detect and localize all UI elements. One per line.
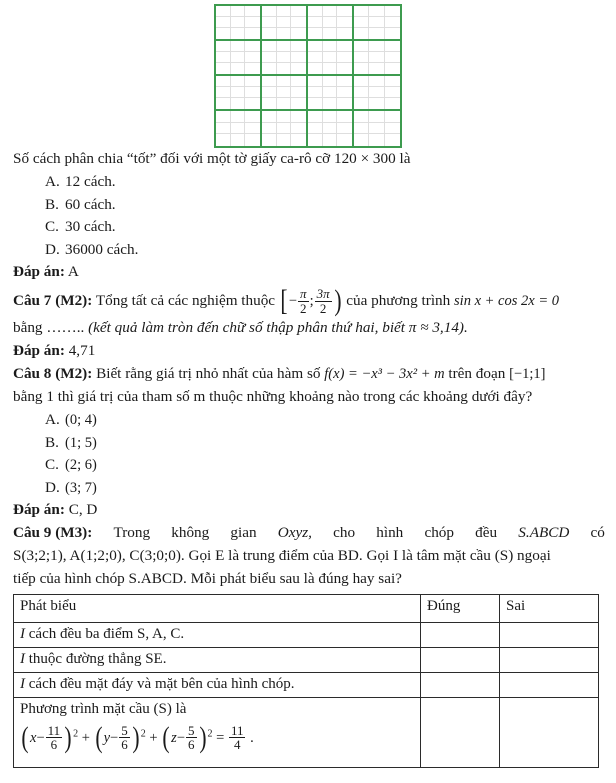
grid-minor-cell (231, 134, 246, 146)
statement-3-var: I (20, 676, 25, 693)
grid-minor-cell (216, 134, 231, 146)
statement-2-var: I (20, 651, 25, 668)
grid-minor-cell (369, 28, 384, 39)
grid-minor-cell (291, 76, 306, 87)
grid-minor-cell (262, 123, 277, 135)
eq-rhs-frac (229, 724, 246, 752)
q8-option-b (13, 432, 606, 454)
grid-minor-cell (231, 17, 246, 28)
graph-paper-grid (214, 4, 402, 148)
grid-major-cell (308, 111, 354, 146)
grid-minor-cell (354, 134, 369, 146)
grid-minor-cell (385, 123, 400, 135)
grid-minor-cell (291, 123, 306, 135)
q6-answer-value: A (67, 263, 79, 281)
grid-minor-cell (369, 111, 384, 123)
statement-3-text: cách đều mặt đáy và mặt bên của hình chóp. (25, 676, 295, 693)
grid-minor-cell (216, 98, 231, 109)
grid-minor-cell (323, 98, 338, 109)
q6-option-a-letter: A. (45, 173, 60, 191)
table-header-dung: Đúng (421, 595, 500, 623)
q6-option-c-letter: C. (45, 218, 59, 236)
grid-minor-cell (354, 63, 369, 74)
grid-minor-cell (277, 6, 292, 17)
grid-major-cell (354, 41, 400, 76)
grid-minor-cell (245, 41, 260, 52)
grid-minor-cell (308, 76, 323, 87)
grid-minor-cell (337, 134, 352, 146)
grid-minor-cell (354, 76, 369, 87)
grid-minor-cell (385, 41, 400, 52)
statement-cell-3 (14, 673, 421, 698)
dung-checkbox-cell-4[interactable] (421, 698, 500, 768)
table-header-statement: Phát biểu (14, 595, 421, 623)
q8-option-d-text: (3; 7) (65, 479, 97, 496)
eq-open-paren-2: ( (162, 720, 170, 754)
q8-answer-label: Đáp án: (13, 501, 65, 519)
grid-minor-cell (245, 111, 260, 123)
sai-checkbox-cell-2[interactable] (500, 648, 599, 673)
grid-minor-cell (291, 6, 306, 17)
grid-major-cell (354, 76, 400, 111)
document-body (0, 148, 616, 768)
eq-open-paren-1: ( (94, 720, 103, 754)
eq-frac-1 (119, 724, 130, 752)
eq-var-x: x (30, 730, 37, 747)
grid-minor-cell (308, 41, 323, 52)
grid-minor-cell (245, 87, 260, 98)
grid-minor-cell (385, 6, 400, 17)
q6-option-d-text: 36000 cách. (65, 240, 139, 258)
grid-minor-cell (369, 52, 384, 63)
q6-option-c (13, 216, 606, 238)
eq-frac-num-1: 5 (121, 723, 128, 739)
q6-stem: Số cách phân chia “tốt” đối với một tờ giấy ca-rô cỡ 120 × 300 là (13, 150, 411, 167)
q8-option-a-text: (0; 4) (65, 412, 97, 428)
grid-minor-cell (262, 41, 277, 52)
eq-var-y: y (103, 730, 111, 747)
q8-option-c-text: (2; 6) (65, 457, 97, 474)
statements-table (13, 594, 599, 768)
grid-major-cell (354, 111, 400, 146)
grid-minor-cell (216, 87, 231, 98)
q7-text-mid: của phương trình (346, 292, 451, 310)
grid-minor-cell (369, 6, 384, 17)
grid-minor-cell (308, 6, 323, 17)
grid-minor-cell (291, 52, 306, 63)
q7-head: Câu 7 (M2): (13, 292, 93, 310)
grid-minor-cell (291, 41, 306, 52)
statement-cell-1 (14, 623, 421, 648)
table-row (14, 698, 599, 768)
eq-frac-2 (186, 724, 197, 752)
grid-minor-cell (245, 6, 260, 17)
grid-minor-cell (231, 123, 246, 135)
grid-minor-cell (354, 28, 369, 39)
grid-major-cell (354, 6, 400, 41)
grid-minor-cell (337, 98, 352, 109)
q6-option-b-letter: B. (45, 195, 59, 213)
q7-left-num: π (300, 286, 307, 302)
eq-minus-2: − (176, 730, 185, 747)
eq-frac-den-2: 6 (188, 737, 195, 753)
grid-minor-cell (308, 52, 323, 63)
grid-minor-cell (262, 134, 277, 146)
eq-frac-num-0: 11 (47, 723, 61, 739)
statement-cell-4 (14, 698, 421, 768)
grid-minor-cell (385, 76, 400, 87)
q8-option-b-letter: B. (45, 433, 59, 451)
grid-minor-cell (385, 87, 400, 98)
grid-minor-cell (308, 63, 323, 74)
grid-minor-cell (354, 123, 369, 135)
grid-minor-cell (262, 28, 277, 39)
eq-minus-1: − (110, 730, 119, 747)
grid-minor-cell (277, 76, 292, 87)
grid-minor-cell (337, 17, 352, 28)
grid-minor-cell (277, 52, 292, 63)
grid-minor-cell (337, 63, 352, 74)
sphere-equation (20, 720, 415, 754)
q7-stem-line2 (13, 317, 606, 339)
q7-interval-left-sign: − (288, 293, 298, 310)
statement-1-var: I (20, 626, 25, 643)
sai-checkbox-cell-1[interactable] (500, 623, 599, 648)
grid-minor-cell (231, 111, 246, 123)
statement-1-text: cách đều ba điểm S, A, C. (25, 626, 185, 643)
grid-minor-cell (245, 17, 260, 28)
grid-minor-cell (277, 87, 292, 98)
eq-frac-num-2: 5 (188, 723, 195, 739)
eq-exponent-0: 2 (73, 728, 79, 740)
grid-minor-cell (277, 17, 292, 28)
q6-answer-label: Đáp án: (13, 263, 65, 281)
grid-minor-cell (262, 87, 277, 98)
grid-minor-cell (323, 17, 338, 28)
grid-minor-cell (369, 63, 384, 74)
q9-word-9: có (590, 524, 605, 542)
q7-interval-right-frac (315, 287, 332, 315)
grid-major-cell (216, 6, 262, 41)
grid-minor-cell (231, 63, 246, 74)
eq-open-paren-0: ( (21, 720, 29, 754)
grid-minor-cell (337, 87, 352, 98)
q7-interval-open: [ (280, 283, 288, 317)
q6-option-b-text: 60 cách. (65, 195, 116, 213)
sai-checkbox-cell-3[interactable] (500, 673, 599, 698)
q7-line2-note: (kết quả làm tròn đến chữ số thập phân thứ hai, biết π ≈ 3,14). (88, 318, 468, 336)
q9-word-7: đều (475, 524, 498, 542)
grid-major-cell (216, 111, 262, 146)
q8-answer-value: C, D (68, 501, 98, 519)
grid-minor-cell (354, 98, 369, 109)
q9-word-1: không (171, 524, 210, 542)
q8-stem-line2: bằng 1 thì giá trị của tham số m thuộc những khoảng nào trong các khoảng dưới đây? (13, 387, 533, 405)
eq-close-paren-1: ) (132, 720, 140, 754)
q8-option-a-letter: A. (45, 411, 60, 428)
grid-minor-cell (337, 41, 352, 52)
grid-minor-cell (245, 63, 260, 74)
q7-text-before: Tổng tất cả các nghiệm thuộc (95, 292, 276, 310)
dung-checkbox-cell-1[interactable] (421, 623, 500, 648)
grid-minor-cell (216, 111, 231, 123)
q7-answer-value: 4,71 (68, 341, 96, 359)
grid-minor-cell (245, 123, 260, 135)
grid-minor-cell (354, 17, 369, 28)
q8-answer (13, 499, 606, 521)
q8-option-d (13, 477, 606, 499)
q9-stem-line3: tiếp của hình chóp S.ABCD. Mỗi phát biểu sau là đúng hay sai? (13, 570, 402, 588)
q7-answer-label: Đáp án: (13, 341, 65, 359)
q7-left-den: 2 (300, 300, 307, 316)
grid-minor-cell (291, 111, 306, 123)
q9-word-5: hình (376, 524, 404, 542)
grid-minor-cell (262, 111, 277, 123)
grid-minor-cell (308, 111, 323, 123)
q6-option-a (13, 171, 606, 193)
grid-minor-cell (369, 134, 384, 146)
grid-minor-cell (245, 52, 260, 63)
q8-option-c-letter: C. (45, 456, 59, 474)
eq-frac-den-1: 6 (121, 737, 128, 753)
grid-minor-cell (369, 76, 384, 87)
grid-major-cell (262, 6, 308, 41)
grid-minor-cell (337, 76, 352, 87)
eq-rhs-den: 4 (233, 737, 241, 753)
grid-minor-cell (385, 63, 400, 74)
grid-major-cell (308, 41, 354, 76)
q8-option-d-letter: D. (45, 478, 60, 496)
q8-option-b-text: (1; 5) (65, 434, 97, 451)
grid-minor-cell (277, 63, 292, 74)
eq-exponent-2: 2 (207, 728, 213, 740)
grid-minor-cell (262, 52, 277, 63)
q6-option-c-text: 30 cách. (65, 218, 116, 236)
grid-major-cell (308, 6, 354, 41)
grid-minor-cell (323, 134, 338, 146)
grid-minor-cell (308, 98, 323, 109)
q9-word-6: chóp (424, 524, 454, 542)
grid-minor-cell (277, 123, 292, 135)
grid-minor-cell (323, 63, 338, 74)
grid-minor-cell (291, 87, 306, 98)
grid-minor-cell (354, 41, 369, 52)
grid-major-cell (262, 111, 308, 146)
grid-minor-cell (231, 98, 246, 109)
eq-frac-den-0: 6 (50, 737, 58, 753)
statement-cell-2 (14, 648, 421, 673)
grid-minor-cell (385, 28, 400, 39)
q8-option-a (13, 409, 606, 431)
q6-option-d-letter: D. (45, 240, 60, 258)
q7-answer (13, 340, 606, 362)
grid-minor-cell (354, 111, 369, 123)
grid-minor-cell (337, 123, 352, 135)
grid-minor-cell (216, 17, 231, 28)
grid-minor-cell (323, 28, 338, 39)
grid-minor-cell (337, 111, 352, 123)
grid-minor-cell (277, 41, 292, 52)
grid-minor-cell (245, 28, 260, 39)
q9-word-8: S.ABCD (518, 524, 570, 542)
figure-container (0, 0, 616, 148)
eq-frac-0 (46, 724, 63, 752)
eq-minus-0: − (36, 730, 45, 747)
grid-minor-cell (216, 28, 231, 39)
q9-word-0: Trong (113, 524, 151, 542)
grid-minor-cell (231, 87, 246, 98)
grid-minor-cell (245, 98, 260, 109)
q6-answer (13, 261, 606, 283)
eq-plus-2: + (145, 730, 162, 747)
q8-option-c (13, 454, 606, 476)
grid-minor-cell (262, 98, 277, 109)
eq-close-paren-2: ) (198, 720, 207, 754)
grid-minor-cell (323, 76, 338, 87)
grid-minor-cell (369, 41, 384, 52)
q7-stem (13, 283, 606, 317)
grid-minor-cell (385, 17, 400, 28)
grid-minor-cell (354, 6, 369, 17)
q9-stem-line1 (13, 522, 605, 545)
grid-minor-cell (245, 76, 260, 87)
eq-exponent-1: 2 (140, 728, 146, 740)
grid-minor-cell (369, 17, 384, 28)
grid-minor-cell (231, 76, 246, 87)
grid-minor-cell (216, 41, 231, 52)
q8-stem (13, 363, 606, 385)
q8-head: Câu 8 (M2): (13, 364, 93, 382)
grid-minor-cell (385, 98, 400, 109)
grid-minor-cell (308, 134, 323, 146)
grid-minor-cell (308, 17, 323, 28)
q8-text-before: Biết rằng giá trị nhỏ nhất của hàm số (96, 364, 321, 382)
grid-major-cell (216, 41, 262, 76)
grid-minor-cell (337, 52, 352, 63)
q7-interval (279, 283, 346, 317)
dung-checkbox-cell-3[interactable] (421, 673, 500, 698)
statement-4-text: Phương trình mặt cầu (S) là (20, 701, 187, 718)
table-header-sai: Sai (500, 595, 599, 623)
table-row (14, 673, 599, 698)
eq-equals: = (212, 730, 228, 747)
grid-minor-cell (385, 134, 400, 146)
eq-plus-1: + (78, 730, 94, 747)
eq-period: . (246, 730, 254, 747)
table-row (14, 623, 599, 648)
grid-major-cell (216, 76, 262, 111)
grid-minor-cell (369, 123, 384, 135)
statement-2-text: thuộc đường thẳng SE. (25, 651, 167, 668)
dung-checkbox-cell-2[interactable] (421, 648, 500, 673)
q8-function: f(x) = −x³ − 3x² + m (324, 365, 445, 382)
q9-word-4: cho (333, 524, 356, 542)
grid-minor-cell (323, 123, 338, 135)
grid-minor-cell (369, 98, 384, 109)
q7-interval-left-frac (298, 287, 309, 315)
eq-rhs-num: 11 (230, 723, 244, 739)
grid-minor-cell (231, 28, 246, 39)
grid-minor-cell (216, 52, 231, 63)
q7-interval-sep: ; (309, 293, 314, 310)
grid-minor-cell (354, 87, 369, 98)
grid-minor-cell (385, 52, 400, 63)
grid-minor-cell (291, 98, 306, 109)
grid-major-cell (262, 41, 308, 76)
q6-option-a-text: 12 cách. (65, 173, 116, 191)
q7-equation: sin x + cos 2x = 0 (454, 293, 559, 310)
q9-word-3: Oxyz, (277, 524, 312, 542)
grid-minor-cell (337, 6, 352, 17)
grid-minor-cell (323, 52, 338, 63)
grid-minor-cell (323, 111, 338, 123)
q6-option-d (13, 239, 606, 261)
grid-minor-cell (216, 6, 231, 17)
grid-minor-cell (385, 111, 400, 123)
grid-minor-cell (354, 52, 369, 63)
grid-minor-cell (308, 123, 323, 135)
grid-minor-cell (291, 28, 306, 39)
grid-minor-cell (231, 41, 246, 52)
grid-minor-cell (291, 63, 306, 74)
eq-var-z: z (171, 730, 177, 747)
q8-domain: [−1;1] (509, 365, 546, 382)
grid-minor-cell (308, 28, 323, 39)
grid-minor-cell (262, 63, 277, 74)
grid-minor-cell (337, 28, 352, 39)
grid-minor-cell (308, 87, 323, 98)
grid-minor-cell (231, 52, 246, 63)
grid-minor-cell (369, 87, 384, 98)
grid-minor-cell (277, 28, 292, 39)
grid-minor-cell (262, 17, 277, 28)
table-row (14, 648, 599, 673)
grid-minor-cell (245, 134, 260, 146)
grid-minor-cell (262, 6, 277, 17)
sai-checkbox-cell-4[interactable] (500, 698, 599, 768)
grid-minor-cell (323, 41, 338, 52)
grid-major-cell (308, 76, 354, 111)
eq-close-paren-0: ) (64, 720, 72, 754)
grid-minor-cell (216, 76, 231, 87)
q7-right-num: 3π (316, 286, 330, 302)
grid-minor-cell (277, 134, 292, 146)
grid-minor-cell (291, 17, 306, 28)
grid-minor-cell (262, 76, 277, 87)
grid-minor-cell (291, 134, 306, 146)
q9-word-2: gian (230, 524, 257, 542)
q7-line2-prefix: bằng …….. (13, 318, 85, 336)
table-header-row (14, 595, 599, 623)
grid-minor-cell (277, 111, 292, 123)
grid-minor-cell (323, 87, 338, 98)
grid-minor-cell (323, 6, 338, 17)
grid-major-cell (262, 76, 308, 111)
q7-interval-close: ) (334, 283, 342, 317)
q9-stem-line2: S(3;2;1), A(1;2;0), C(3;0;0). Gọi E là trung điểm của BD. Gọi I là tâm mặt cầu (S) ngoại (13, 547, 551, 565)
q7-right-den: 2 (319, 300, 327, 316)
q9-head: Câu 9 (M3): (13, 524, 93, 542)
q6-option-b (13, 194, 606, 216)
grid-minor-cell (216, 123, 231, 135)
q8-text-mid: trên đoạn (448, 364, 506, 382)
grid-minor-cell (216, 63, 231, 74)
grid-minor-cell (231, 6, 246, 17)
grid-minor-cell (277, 98, 292, 109)
